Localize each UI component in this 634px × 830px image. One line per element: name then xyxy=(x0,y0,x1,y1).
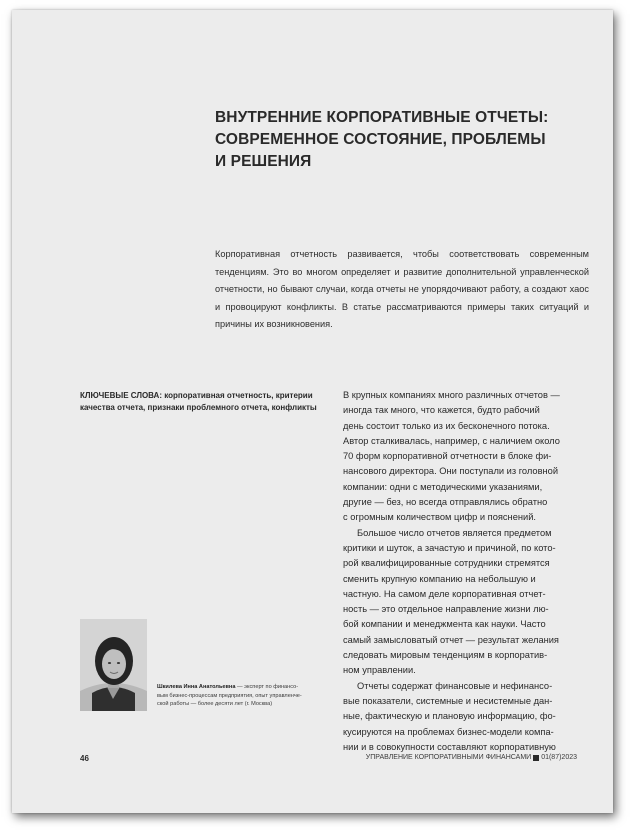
body-line: сменить крупную компанию на небольшую и xyxy=(343,573,536,584)
body-line: вые показатели, системные и несистемные дан- xyxy=(343,695,553,706)
body-line: рой квалифицированные сотрудники стремятся xyxy=(343,558,550,569)
body-line: иногда так много, что кажется, будто рабочий xyxy=(343,405,540,416)
article-title xyxy=(215,107,575,173)
author-photo xyxy=(80,619,147,711)
body-line: ном управлении. xyxy=(343,665,416,676)
author-caption xyxy=(157,683,332,709)
article-body xyxy=(343,388,586,755)
author-name: Шкилева Инна Анатольевна xyxy=(157,684,236,690)
running-footer xyxy=(366,754,577,761)
body-line: Отчеты содержат финансовые и нефинансо- xyxy=(357,680,553,691)
title-line: И РЕШЕНИЯ xyxy=(215,153,312,170)
body-line: Автор сталкивалась, например, с наличием около xyxy=(343,435,560,446)
issue-number: 01(87)2023 xyxy=(541,754,577,761)
body-line: ность — это отдельное направление жизни лю- xyxy=(343,604,549,615)
title-line: СОВРЕМЕННОЕ СОСТОЯНИЕ, ПРОБЛЕМЫ xyxy=(215,131,546,148)
keywords-block xyxy=(80,390,330,414)
author-bio-line: вым бизнес-процессам предприятия, опыт управленче- xyxy=(157,692,302,699)
page-number: 46 xyxy=(80,754,89,763)
body-line: самый замысловатый отчет — результат желания xyxy=(343,634,559,645)
title-line: ВНУТРЕННИЕ КОРПОРАТИВНЫЕ ОТЧЕТЫ: xyxy=(215,109,549,126)
body-line: критики и шуток, а зачастую и причиной, по кото- xyxy=(343,542,556,553)
body-line: 70 форм корпоративной отчетности в блоке фи- xyxy=(343,451,552,462)
body-line: В крупных компаниях много различных отчетов — xyxy=(343,390,560,400)
body-line: нансового директора. Они поступали из головной xyxy=(343,466,559,477)
body-line: ные, фактическую и плановую информацию, фо- xyxy=(343,711,556,722)
body-line: другие — без, но всегда отправлялись обратно xyxy=(343,497,548,508)
keywords-text: корпоративная отчетность, критерии качества отчета, признаки проблемного отчета, конфликты xyxy=(80,391,317,412)
body-line: бой компании и менеджмента как науки. Часто xyxy=(343,619,546,630)
body-line: компании: одни с методическими указаниями, xyxy=(343,481,543,492)
body-line: частную. На самом деле корпоративная отчет- xyxy=(343,588,546,599)
keywords-label: КЛЮЧЕВЫЕ СЛОВА: xyxy=(80,391,162,400)
article-lead: Корпоративная отчетность развивается, чтобы соответствовать современным тенденциям. Это во многом определяет и развитие дополнительной управленческой отчетности, но бывают случаи, когда отчеты не упорядочивают работу, а создают хаос и провоцируют конфликты. В статье рассматриваются примеры таких ситуаций и причины их возникновения. xyxy=(215,249,589,329)
body-line: Большое число отчетов является предметом xyxy=(357,527,552,538)
body-line: нии и в совокупности составляют корпоративную xyxy=(343,741,556,752)
body-line: кусируются на проблемах бизнес-модели компа- xyxy=(343,726,554,737)
magazine-page xyxy=(12,10,613,813)
author-bio-line: — эксперт по финансо- xyxy=(235,684,299,690)
journal-name: УПРАВЛЕНИЕ КОРПОРАТИВНЫМИ ФИНАНСАМИ xyxy=(365,754,532,761)
body-line: день состоит только из их бесконечного потока. xyxy=(343,420,550,431)
body-line: следовать мировым тенденциям в корпоратив- xyxy=(343,650,548,661)
square-bullet-icon xyxy=(533,755,539,761)
author-bio-line: ской работы — более десяти лет (г. Москва) xyxy=(157,701,273,707)
body-line: с огромным количеством цифр и пояснений. xyxy=(343,512,536,523)
